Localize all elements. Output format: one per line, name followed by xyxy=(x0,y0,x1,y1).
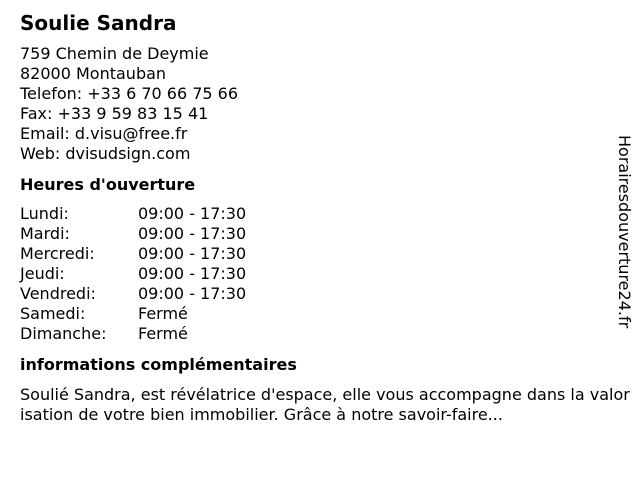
hours-time: 09:00 - 17:30 xyxy=(138,264,247,283)
hours-row xyxy=(20,264,610,284)
hours-row xyxy=(20,204,610,224)
hours-day: Jeudi: xyxy=(20,264,65,283)
hours-day: Mardi: xyxy=(20,224,70,243)
address-line-2: 82000 Montauban xyxy=(20,64,167,83)
info-text: Soulié Sandra, est révélatrice d'espace, elle vous accompagne dans la valorisation de votre bien immobilier. Grâce à notre savoir-faire... xyxy=(20,385,630,424)
hours-day: Lundi: xyxy=(20,204,69,223)
hours-day: Vendredi: xyxy=(20,284,96,303)
hours-row xyxy=(20,304,610,324)
fax-line: Fax: +33 9 59 83 15 41 xyxy=(20,104,209,123)
hours-time: 09:00 - 17:30 xyxy=(138,284,247,303)
site-watermark: Horairesdouverture24.fr xyxy=(615,135,634,329)
hours-time: 09:00 - 17:30 xyxy=(138,244,247,263)
hours-time: Fermé xyxy=(138,304,188,323)
hours-time: 09:00 - 17:30 xyxy=(138,224,247,243)
hours-row xyxy=(20,244,610,264)
info-heading: informations complémentaires xyxy=(20,355,297,374)
business-name: Soulie Sandra xyxy=(20,11,177,35)
hours-day: Dimanche: xyxy=(20,324,107,343)
phone-line: Telefon: +33 6 70 66 75 66 xyxy=(20,84,239,103)
hours-row xyxy=(20,224,610,244)
hours-table xyxy=(20,204,610,344)
email-line: Email: d.visu@free.fr xyxy=(20,124,188,143)
web-line: Web: dvisudsign.com xyxy=(20,144,191,163)
hours-row xyxy=(20,324,610,344)
hours-day: Mercredi: xyxy=(20,244,95,263)
hours-day: Samedi: xyxy=(20,304,86,323)
address-line-1: 759 Chemin de Deymie xyxy=(20,44,209,63)
hours-row xyxy=(20,284,610,304)
hours-time: 09:00 - 17:30 xyxy=(138,204,247,223)
hours-heading: Heures d'ouverture xyxy=(20,175,196,194)
hours-time: Fermé xyxy=(138,324,188,343)
contact-block xyxy=(20,44,610,164)
